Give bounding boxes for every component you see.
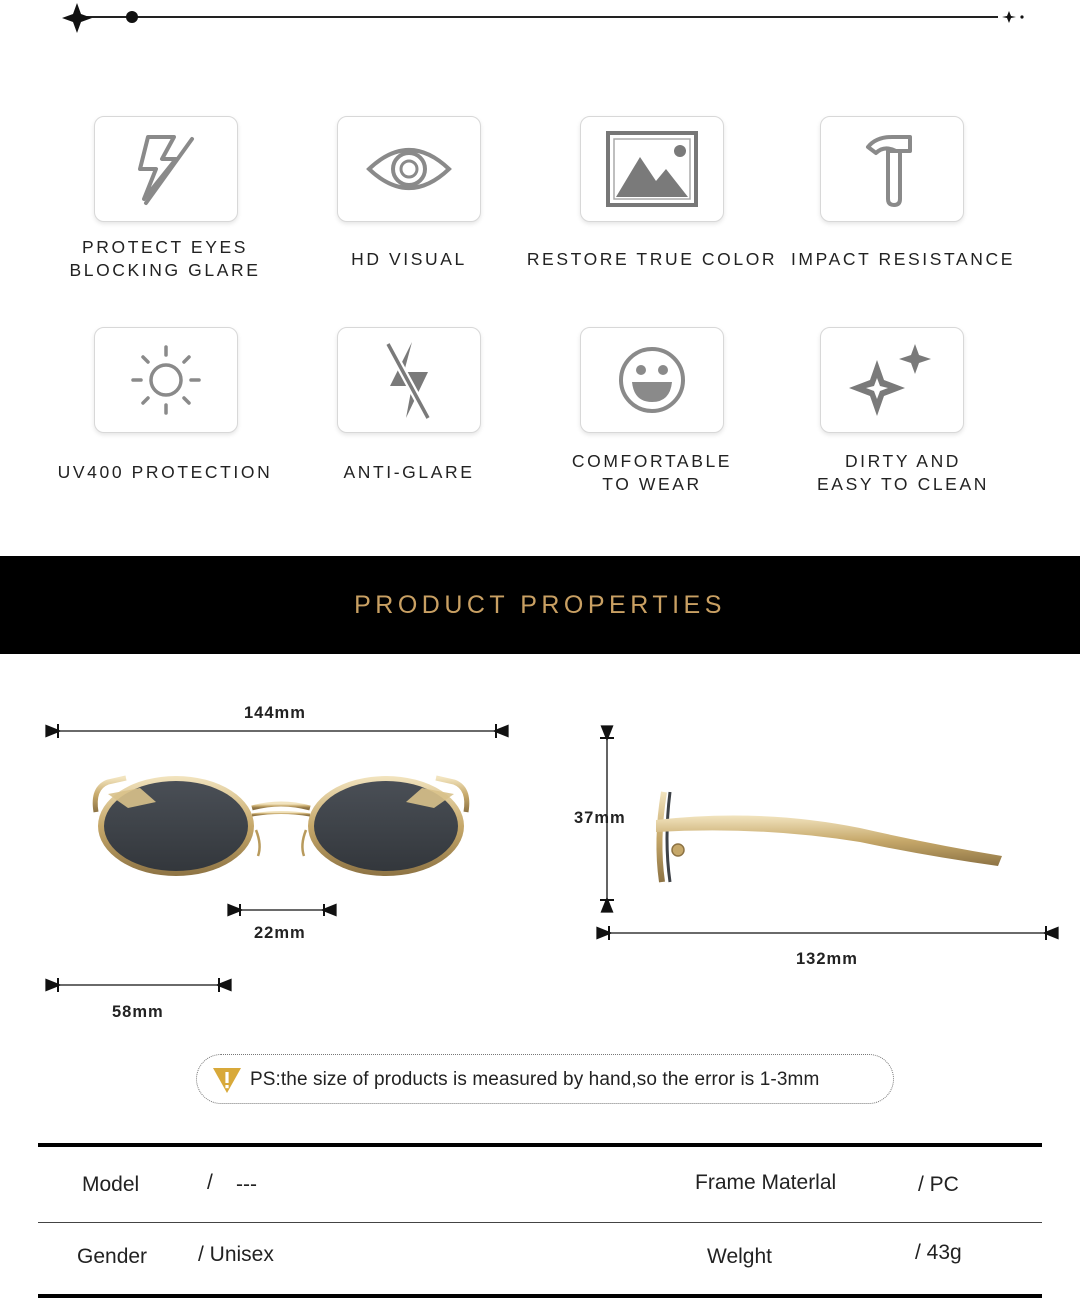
slashed-lightning-icon (374, 338, 444, 422)
model-separator: / (207, 1171, 213, 1194)
lens-width-label: 58mm (112, 1003, 164, 1021)
sparkle-icon (847, 342, 937, 418)
feature-card (580, 116, 724, 222)
warning-triangle-icon (212, 1066, 242, 1094)
landscape-image-icon (604, 129, 700, 209)
gender-value: / Unisex (198, 1243, 274, 1266)
model-value: --- (236, 1173, 257, 1196)
model-label: Model (82, 1173, 140, 1196)
temple-length-dimension (609, 926, 1046, 940)
table-row-divider (38, 1222, 1042, 1223)
feature-label: PROTECT EYES BLOCKING GLARE (69, 237, 261, 280)
frame-material-value: / PC (918, 1173, 959, 1196)
feature-label: RESTORE TRUE COLOR (526, 249, 778, 269)
four-point-star-icon (62, 3, 92, 33)
section-title: PRODUCT PROPERTIES (354, 591, 726, 619)
table-bottom-border (38, 1294, 1042, 1298)
glasses-side-view (656, 792, 1002, 882)
note-text: PS:the size of products is measured by hand,so the error is 1-3mm (250, 1069, 820, 1090)
bridge-dimension (240, 904, 324, 916)
table-top-border (38, 1143, 1042, 1147)
frame-material-label: Frame Materlal (695, 1171, 837, 1194)
gender-label: Gender (77, 1245, 148, 1268)
weight-value: / 43g (915, 1241, 962, 1264)
dimension-diagram (0, 660, 1080, 1040)
feature-label: IMPACT RESISTANCE (790, 249, 1016, 269)
divider-dot (126, 11, 138, 23)
total-width-label: 144mm (244, 704, 306, 722)
temple-length-label: 132mm (796, 950, 858, 968)
feature-card (820, 116, 964, 222)
total-width-dimension (58, 724, 496, 738)
weight-label: Welght (707, 1245, 772, 1268)
feature-label: COMFORTABLE TO WEAR (571, 451, 733, 494)
feature-card (580, 327, 724, 433)
feature-card (94, 116, 238, 222)
smiley-icon (616, 344, 688, 416)
feature-label: DIRTY AND EASY TO CLEAN (817, 451, 989, 494)
bridge-width-label: 22mm (254, 924, 306, 942)
top-divider-line (70, 16, 998, 18)
glasses-front-view (95, 776, 467, 876)
lens-width-dimension (58, 978, 219, 992)
feature-card (337, 116, 481, 222)
feature-label: ANTI-GLARE (343, 462, 475, 482)
lightning-icon (126, 129, 206, 209)
feature-label: HD VISUAL (351, 249, 467, 269)
lens-height-label: 37mm (574, 809, 626, 827)
sun-icon (130, 344, 202, 416)
feature-card (94, 327, 238, 433)
feature-label: UV400 PROTECTION (57, 462, 273, 482)
feature-card (337, 327, 481, 433)
feature-card (820, 327, 964, 433)
small-star-icon (1000, 10, 1028, 24)
hammer-icon (862, 129, 922, 209)
eye-icon (365, 139, 453, 199)
